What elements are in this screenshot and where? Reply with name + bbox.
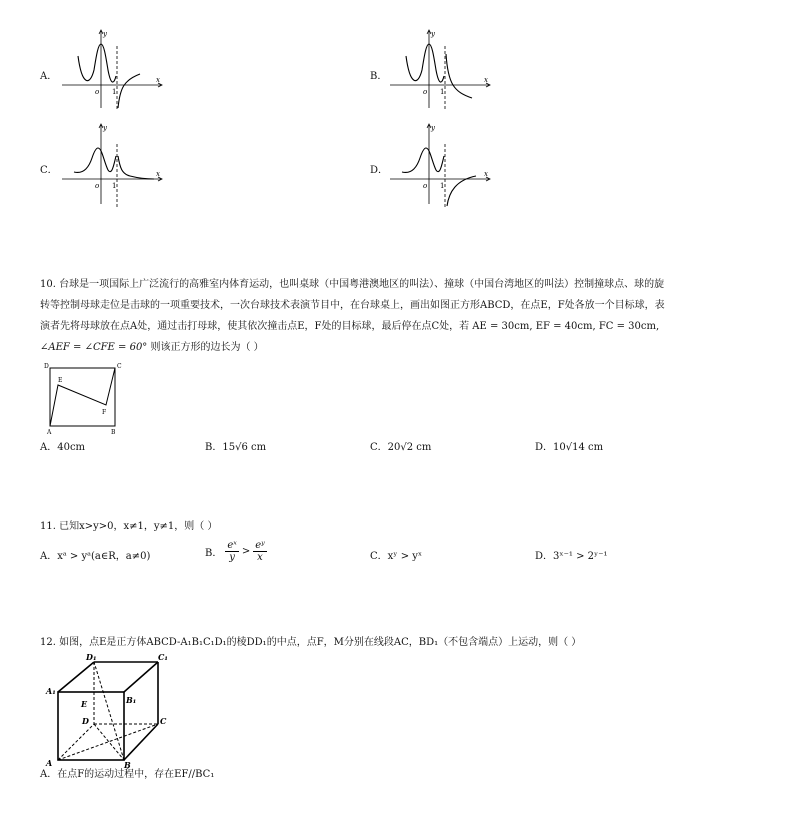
- svg-text:F: F: [102, 409, 107, 416]
- q11-option-a: A．xᵃ > yᵃ(a∈R，a≠0): [40, 551, 151, 562]
- svg-text:C: C: [117, 363, 122, 370]
- svg-text:o: o: [95, 182, 100, 190]
- graph-option-c: [58, 122, 168, 212]
- svg-text:C: C: [160, 716, 167, 726]
- q10-option-d: D．10√14 cm: [535, 442, 604, 453]
- q10-line-3: 演者先将母球放在点A处，通过击打母球，使其依次撞击点E，F处的目标球，最后停在点C处，若 AE = 30cm, EF = 40cm, FC = 30cm,: [40, 321, 660, 332]
- svg-text:D: D: [82, 716, 89, 726]
- svg-text:x: x: [484, 170, 488, 178]
- svg-text:A: A: [46, 758, 53, 768]
- q11-stem: 11. 已知x>y>0，x≠1，y≠1，则（ ）: [40, 521, 218, 532]
- q10-option-b: B．15√6 cm: [205, 442, 267, 453]
- option-c-label: C．: [40, 165, 58, 176]
- svg-text:y: y: [431, 30, 435, 38]
- square-figure: [42, 360, 126, 436]
- q10-option-c: C．20√2 cm: [370, 442, 432, 453]
- svg-text:y: y: [103, 124, 107, 132]
- svg-text:o: o: [423, 88, 428, 96]
- option-d-label: D．: [370, 165, 389, 176]
- svg-text:o: o: [423, 182, 428, 190]
- svg-text:E: E: [81, 699, 88, 709]
- q10-line-4: [40, 337, 264, 358]
- q10-question: 则该正方形的边长为（ ）: [150, 342, 264, 353]
- option-b-label: B．: [370, 71, 388, 82]
- graph-option-a: [58, 28, 168, 112]
- svg-text:x: x: [156, 170, 160, 178]
- svg-text:1: 1: [112, 88, 117, 96]
- svg-text:y: y: [431, 124, 435, 132]
- q10-line-2: 转等控制母球走位是击球的一项重要技术，一次台球技术表演节目中，在台球桌上，画出如图正方形ABCD，在点E，F处各放一个目标球，表: [40, 300, 665, 311]
- svg-text:C₁: C₁: [158, 652, 168, 662]
- cube-figure: [44, 652, 170, 768]
- svg-text:D: D: [44, 363, 49, 370]
- q12-option-a: A．在点F的运动过程中，存在EF//BC₁: [40, 769, 215, 780]
- svg-text:B: B: [124, 760, 131, 768]
- svg-text:A₁: A₁: [46, 686, 56, 696]
- q12-stem: 12. 如图，点E是正方体ABCD-A₁B₁C₁D₁的棱DD₁的中点，点F，M分别在线段AC，BD₁（不包含端点）上运动，则（ ）: [40, 637, 582, 648]
- svg-text:B: B: [111, 429, 116, 436]
- q10-option-a: A．40cm: [40, 442, 86, 453]
- svg-text:A: A: [47, 429, 52, 436]
- svg-text:o: o: [95, 88, 100, 96]
- fraction-2: eʸ x: [255, 540, 265, 563]
- svg-text:y: y: [103, 30, 107, 38]
- q10-angle-condition: ∠AEF = ∠CFE = 60°: [40, 342, 148, 353]
- q11-option-c: C．xʸ > yˣ: [370, 551, 423, 562]
- svg-text:1: 1: [440, 88, 445, 96]
- svg-text:E: E: [58, 377, 63, 384]
- option-a-label: A．: [40, 71, 58, 82]
- svg-text:B₁: B₁: [126, 695, 137, 705]
- q11-option-b: B． eˣ y > eʸ x: [205, 540, 265, 563]
- svg-text:D₁: D₁: [86, 652, 97, 662]
- svg-text:x: x: [156, 76, 160, 84]
- svg-text:1: 1: [112, 182, 117, 190]
- graph-option-d: [386, 122, 496, 212]
- fraction-1: eˣ y: [227, 540, 237, 563]
- svg-text:1: 1: [440, 182, 445, 190]
- svg-text:x: x: [484, 76, 488, 84]
- q11-option-d: D．3ˣ⁻¹ > 2ʸ⁻¹: [535, 551, 608, 562]
- graph-option-b: [386, 28, 496, 112]
- q10-line-1: 10. 台球是一项国际上广泛流行的高雅室内体育运动，也叫桌球（中国粤港澳地区的叫法）、撞球（中国台湾地区的叫法）控制撞球点、球的旋: [40, 279, 665, 290]
